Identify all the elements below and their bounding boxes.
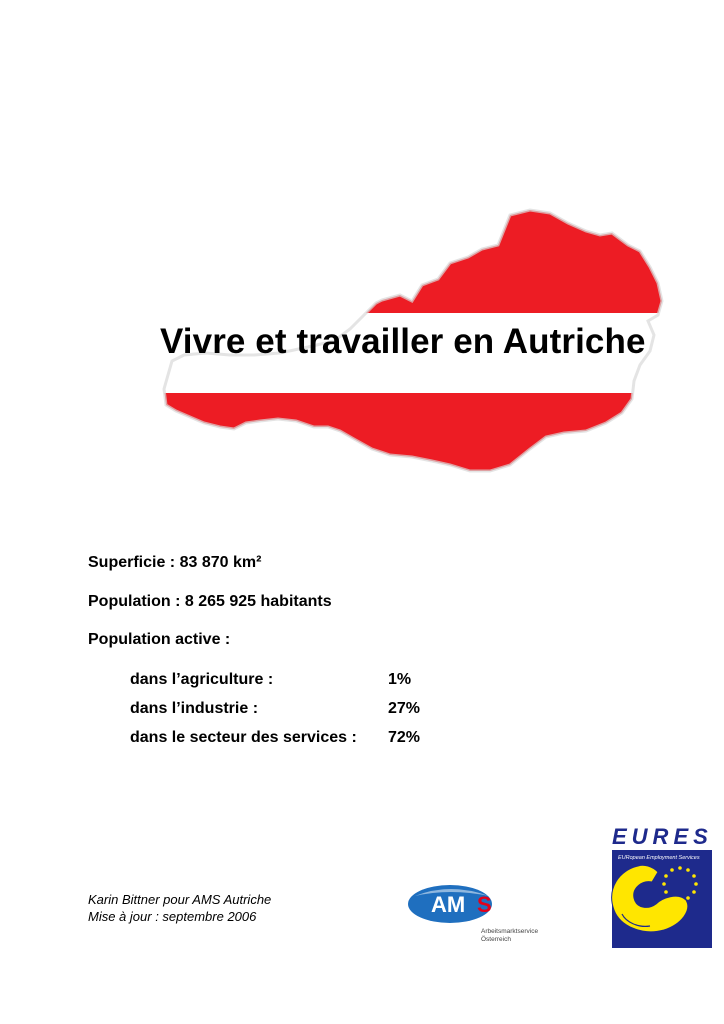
sector-row-industry (130, 700, 420, 718)
ams-logo-icon (405, 882, 565, 944)
svg-text:Arbeitsmarktservice: Arbeitsmarktservice (481, 928, 539, 935)
page-title: Vivre et travailler en Autriche (160, 322, 646, 361)
ams-logo (405, 882, 565, 944)
author-credit (88, 891, 271, 925)
svg-text:S: S (477, 892, 492, 917)
sector-value: 1% (388, 671, 412, 688)
workforce-heading: Population active : (88, 631, 231, 648)
map-red-bottom (150, 393, 670, 480)
population-fact: Population : 8 265 925 habitants (88, 593, 332, 610)
sector-label: dans l’industrie : (130, 700, 259, 717)
svg-text:EURES: EURES (612, 824, 713, 849)
author-line: Karin Bittner pour AMS Autriche (88, 892, 272, 907)
area-fact: Superficie : 83 870 km² (88, 554, 262, 571)
map-red-top (150, 205, 670, 313)
svg-text:EURopean Employment Services: EURopean Employment Services (618, 855, 700, 861)
sector-label: dans l’agriculture : (130, 671, 274, 688)
sector-row-agriculture (130, 671, 411, 689)
eures-logo-icon (598, 818, 718, 950)
sector-value: 27% (388, 700, 421, 717)
sector-value: 72% (388, 729, 421, 746)
svg-text:AM: AM (431, 892, 466, 917)
update-date: Mise à jour : septembre 2006 (88, 909, 257, 924)
svg-text:Österreich: Österreich (481, 936, 511, 943)
sector-row-services (130, 729, 420, 747)
sector-label: dans le secteur des services : (130, 729, 357, 746)
eures-logo (598, 818, 718, 950)
